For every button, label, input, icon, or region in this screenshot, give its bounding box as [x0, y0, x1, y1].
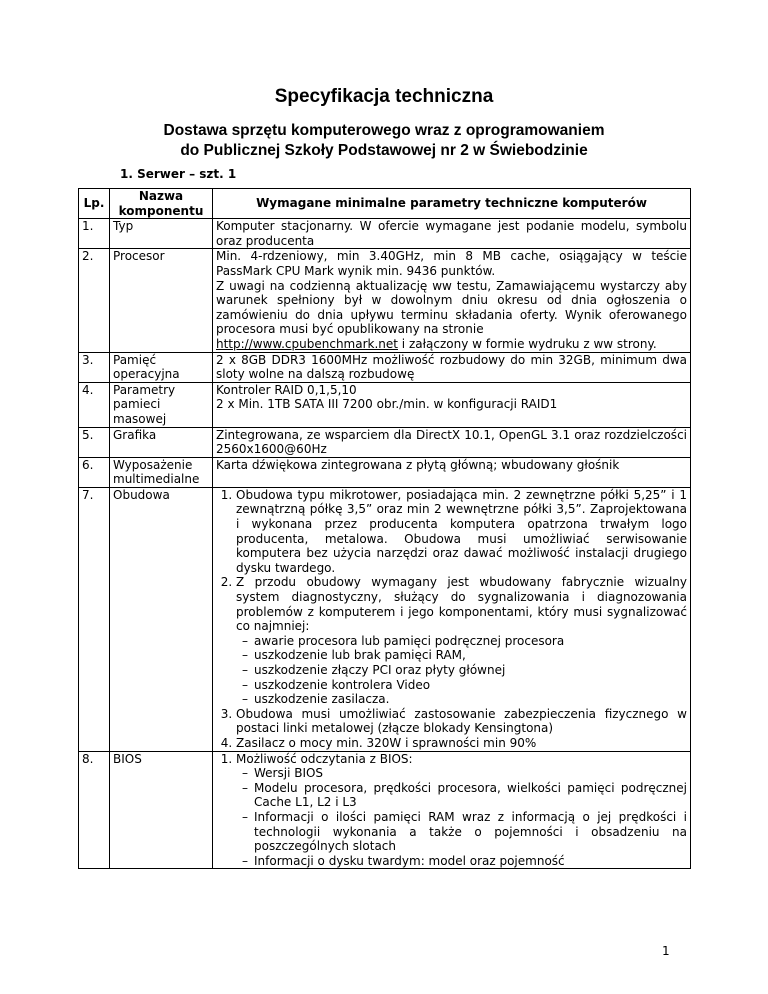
list-item: 3. Obudowa musi umożliwiać zastosowanie zabezpieczenia fizycznego w postaci linki metalowej (złącze blokady Kensingtona) — [236, 707, 687, 736]
row-component: Procesor — [110, 249, 213, 352]
row-lp: 8. — [79, 751, 110, 869]
list-item-text: Z przodu obudowy wymagany jest wbudowany fabrycznie wizualny system diagnostyczny, służący do sygnalizowania i diagnozowania problemów z komputerem i jego komponentami, który musi sygnalizować co najmniej: — [236, 575, 687, 634]
sublist-item: – uszkodzenie kontrolera Video — [254, 678, 687, 693]
cpu-requirement: Min. 4-rdzeniowy, min 3.40GHz, min 8 MB cache, osiągający w teście PassMark CPU Mark wynik min. 9436 punktów. — [216, 249, 687, 278]
bios-requirements-list — [216, 752, 687, 869]
row-component: Obudowa — [110, 487, 213, 751]
row-params: 2 x 8GB DDR3 1600MHz możliwość rozbudowy do min 32GB, minimum dwa sloty wolne na dalszą rozbudowę — [213, 352, 691, 382]
row-params — [213, 751, 691, 869]
row-lp: 7. — [79, 487, 110, 751]
row-lp: 6. — [79, 457, 110, 487]
row-lp: 5. — [79, 427, 110, 457]
sublist-item: – Wersji BIOS — [254, 766, 687, 781]
list-item — [236, 575, 687, 706]
bios-sublist — [236, 766, 687, 868]
sublist-item: – Informacji o ilości pamięci RAM wraz z informacją o jej prędkości i technologii wykonania a także o pojemności i obsadzeniu na poszczególnych slotach — [254, 810, 687, 854]
cpu-benchmark-note: Z uwagi na codzienną aktualizację ww testu, Zamawiającemu wystarczy aby warunek spełniony był w dowolnym dniu okresu od dnia ogłoszenia o zamówieniu do dnia upływu terminu składania oferty. Wynik oferowanego procesora musi być opublikowany na stronie — [216, 278, 687, 337]
sublist-item: – awarie procesora lub pamięci podręcznej procesora — [254, 634, 687, 649]
row-component: Typ — [110, 219, 213, 249]
table-header-row — [79, 189, 691, 219]
row-params — [213, 382, 691, 427]
case-requirements-list — [216, 488, 687, 751]
page-title: Specyfikacja techniczna — [274, 86, 494, 107]
list-item — [236, 752, 687, 869]
sublist-item: – uszkodzenie złączy PCI oraz płyty głównej — [254, 663, 687, 678]
table-row — [79, 249, 691, 352]
table-row — [79, 457, 691, 487]
header-params: Wymagane minimalne parametry techniczne komputerów — [213, 189, 691, 219]
page-number: 1 — [662, 944, 670, 958]
list-item-text: Możliwość odczytania z BIOS: — [236, 751, 413, 766]
row-params — [213, 249, 691, 352]
row-lp: 2. — [79, 249, 110, 352]
diagnostic-sublist — [236, 634, 687, 707]
row-lp: 1. — [79, 219, 110, 249]
row-params: Karta dźwiękowa zintegrowana z płytą główną; wbudowany głośnik — [213, 457, 691, 487]
table-row — [79, 487, 691, 751]
sublist-item: – uszkodzenie lub brak pamięci RAM, — [254, 648, 687, 663]
row-component: BIOS — [110, 751, 213, 869]
row-params: Zintegrowana, ze wsparciem dla DirectX 10.1, OpenGL 3.1 oraz rozdzielczości 2560x1600@60Hz — [213, 427, 691, 457]
row-params — [213, 487, 691, 751]
list-item: 4. Zasilacz o mocy min. 320W i sprawności min 90% — [236, 736, 687, 751]
row-lp: 4. — [79, 382, 110, 427]
row-component: Parametry pamieci masowej — [110, 382, 213, 427]
row-params: Komputer stacjonarny. W ofercie wymagane jest podanie modelu, symbolu oraz producenta — [213, 219, 691, 249]
spec-table — [78, 188, 691, 869]
benchmark-link-suffix: i załączony w formie wydruku z ww strony. — [397, 336, 657, 351]
table-row — [79, 382, 691, 427]
section-heading: 1. Serwer – szt. 1 — [120, 167, 237, 181]
header-component: Nazwa komponentu — [110, 189, 213, 219]
benchmark-link[interactable]: http://www.cpubenchmark.net — [216, 336, 398, 351]
subtitle-line-1: Dostawa sprzętu komputerowego wraz z oprogramowaniem — [163, 122, 605, 139]
raid-controller: Kontroler RAID 0,1,5,10 — [216, 382, 357, 397]
disk-config: 2 x Min. 1TB SATA III 7200 obr./min. w konfiguracji RAID1 — [216, 397, 558, 412]
sublist-item: – Modelu procesora, prędkości procesora, wielkości pamięci podręcznej Cache L1, L2 i L3 — [254, 781, 687, 810]
table-row — [79, 427, 691, 457]
sublist-item: – uszkodzenie zasilacza. — [254, 692, 687, 707]
header-lp: Lp. — [79, 189, 110, 219]
row-component: Pamięć operacyjna — [110, 352, 213, 382]
sublist-item: – Informacji o dysku twardym: model oraz pojemność — [254, 854, 687, 869]
subtitle-line-2: do Publicznej Szkoły Podstawowej nr 2 w Świebodzinie — [180, 142, 588, 159]
list-item: 1. Obudowa typu mikrotower, posiadająca min. 2 zewnętrzne półki 5,25” i 1 zewnątrzną półkę 3,5” oraz min 2 wewnętrzne półki 3,5”. Zaprojektowana i wykonana przez producenta komputera opatrzona trwałym logo producenta, metalowa. Obudowa musi umożliwiać serwisowanie komputera bez użycia narzędzi oraz dawać możliwość instalacji drugiego dysku twardego. — [236, 488, 687, 576]
row-component: Wyposażenie multimedialne — [110, 457, 213, 487]
table-row — [79, 751, 691, 869]
document-subtitle — [0, 121, 768, 161]
row-lp: 3. — [79, 352, 110, 382]
cpu-benchmark-source — [216, 337, 687, 352]
row-component: Grafika — [110, 427, 213, 457]
table-row — [79, 219, 691, 249]
table-row — [79, 352, 691, 382]
